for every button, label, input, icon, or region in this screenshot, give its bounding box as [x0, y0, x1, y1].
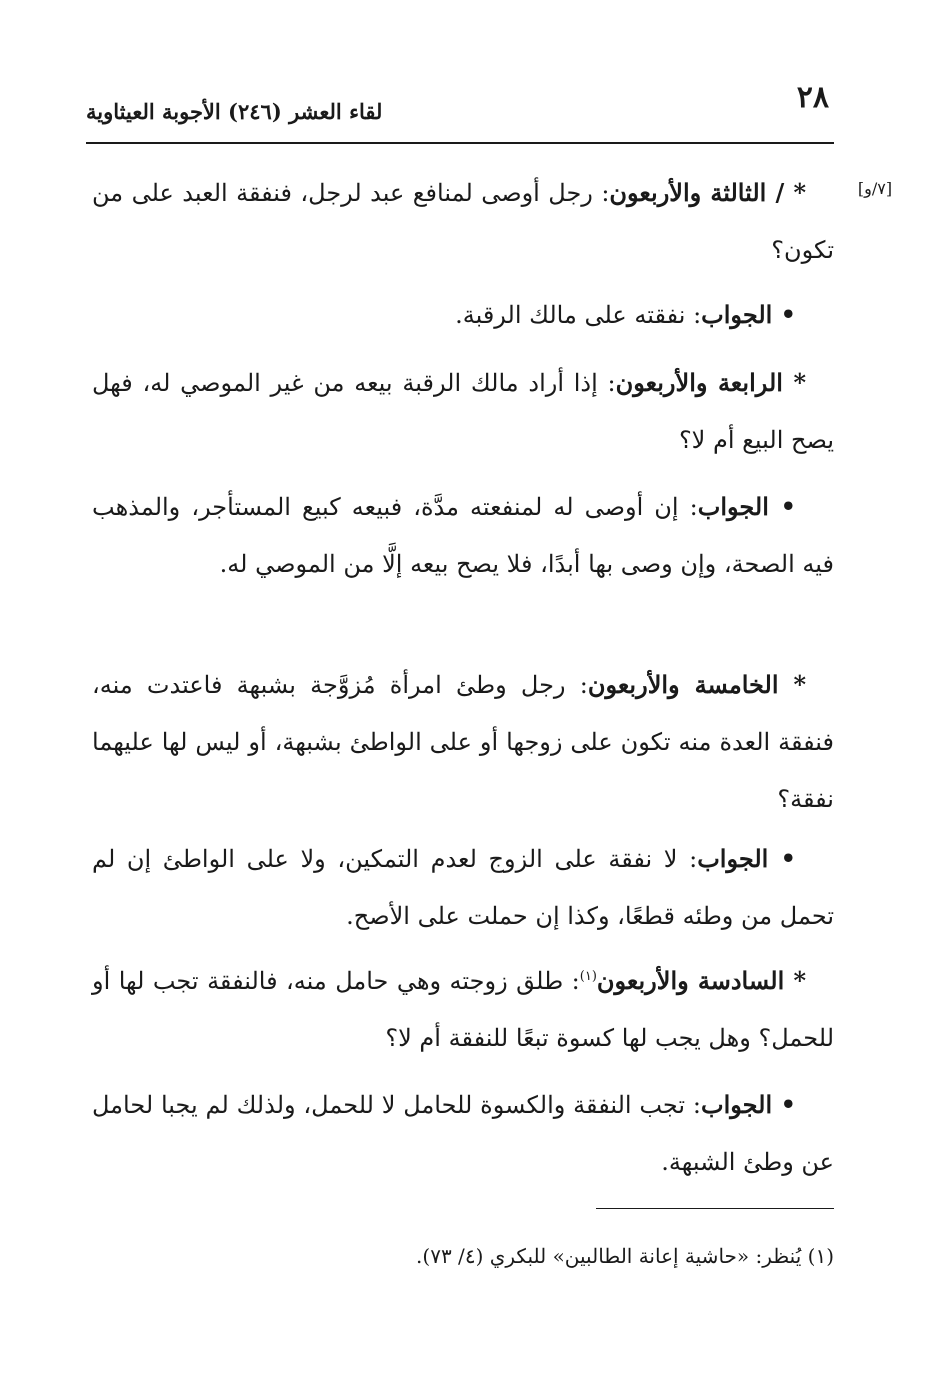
- question-46: [92, 952, 834, 1067]
- answer-label: • الجواب: [701, 1090, 797, 1119]
- question-text: : رجل وطئ امرأة مُزوَّجة بشبهة فاعتدت منه، فنفقة العدة منه تكون على زوجها أو على الواطئ بشبهة، أو ليس لها عليهما نفقة؟: [92, 671, 834, 813]
- question-text: : رجل أوصى لمنافع عبد لرجل، فنفقة العبد على من تكون؟: [92, 179, 834, 264]
- question-label: * السادسة والأربعون: [596, 966, 807, 995]
- header-divider: [86, 142, 834, 144]
- answer-text: : تجب النفقة والكسوة للحامل لا للحمل، ولذلك لم يجبا لحامل عن وطئ الشبهة.: [92, 1091, 834, 1176]
- question-text: : إذا أراد مالك الرقبة بيعه من غير الموصي له، فهل يصح البيع أم لا؟: [92, 369, 834, 454]
- question-text: : طلق زوجته وهي حامل منه، فالنفقة تجب لها أو للحمل؟ وهل يجب لها كسوة تبعًا للنفقة أم لا؟: [92, 967, 834, 1052]
- answer-text: : إن أوصى له لمنفعته مدَّة، فبيعه كبيع المستأجر، والمذهب فيه الصحة، وإن وصى بها أبدًا، فلا يصح بيعه إلَّا من الموصي له.: [92, 493, 834, 578]
- question-label: * / الثالثة والأربعون: [609, 178, 806, 207]
- answer-label: • الجواب: [701, 300, 796, 329]
- answer-43: [92, 286, 834, 344]
- answer-text: : لا نفقة على الزوج لعدم التمكين، ولا على الواطئ إن لم تحمل من وطئه قطعًا، وكذا إن حملت على الأصح.: [92, 845, 834, 930]
- question-44: [92, 354, 834, 469]
- answer-label: • الجواب: [697, 844, 797, 873]
- question-45: [92, 656, 834, 828]
- question-label: * الخامسة والأربعون: [587, 670, 807, 699]
- page-number: ٢٨: [796, 80, 829, 115]
- answer-45: [92, 830, 834, 945]
- answer-46: [92, 1076, 834, 1191]
- question-43: [92, 164, 834, 279]
- footnote-marker[interactable]: (١): [579, 969, 597, 984]
- footnote: (١) يُنظر: «حاشية إعانة الطالبين» للبكري (٤/ ٧٣).: [416, 1244, 834, 1268]
- running-title: لقاء العشر (٢٤٦) الأجوبة العيثاوية: [86, 99, 383, 124]
- footnote-divider: [596, 1208, 834, 1209]
- manuscript-folio-reference: [٧/و]: [857, 179, 893, 198]
- question-label: * الرابعة والأربعون: [615, 368, 806, 397]
- answer-44: [92, 478, 834, 593]
- answer-text: : نفقته على مالك الرقبة.: [455, 301, 702, 329]
- answer-label: • الجواب: [697, 492, 797, 521]
